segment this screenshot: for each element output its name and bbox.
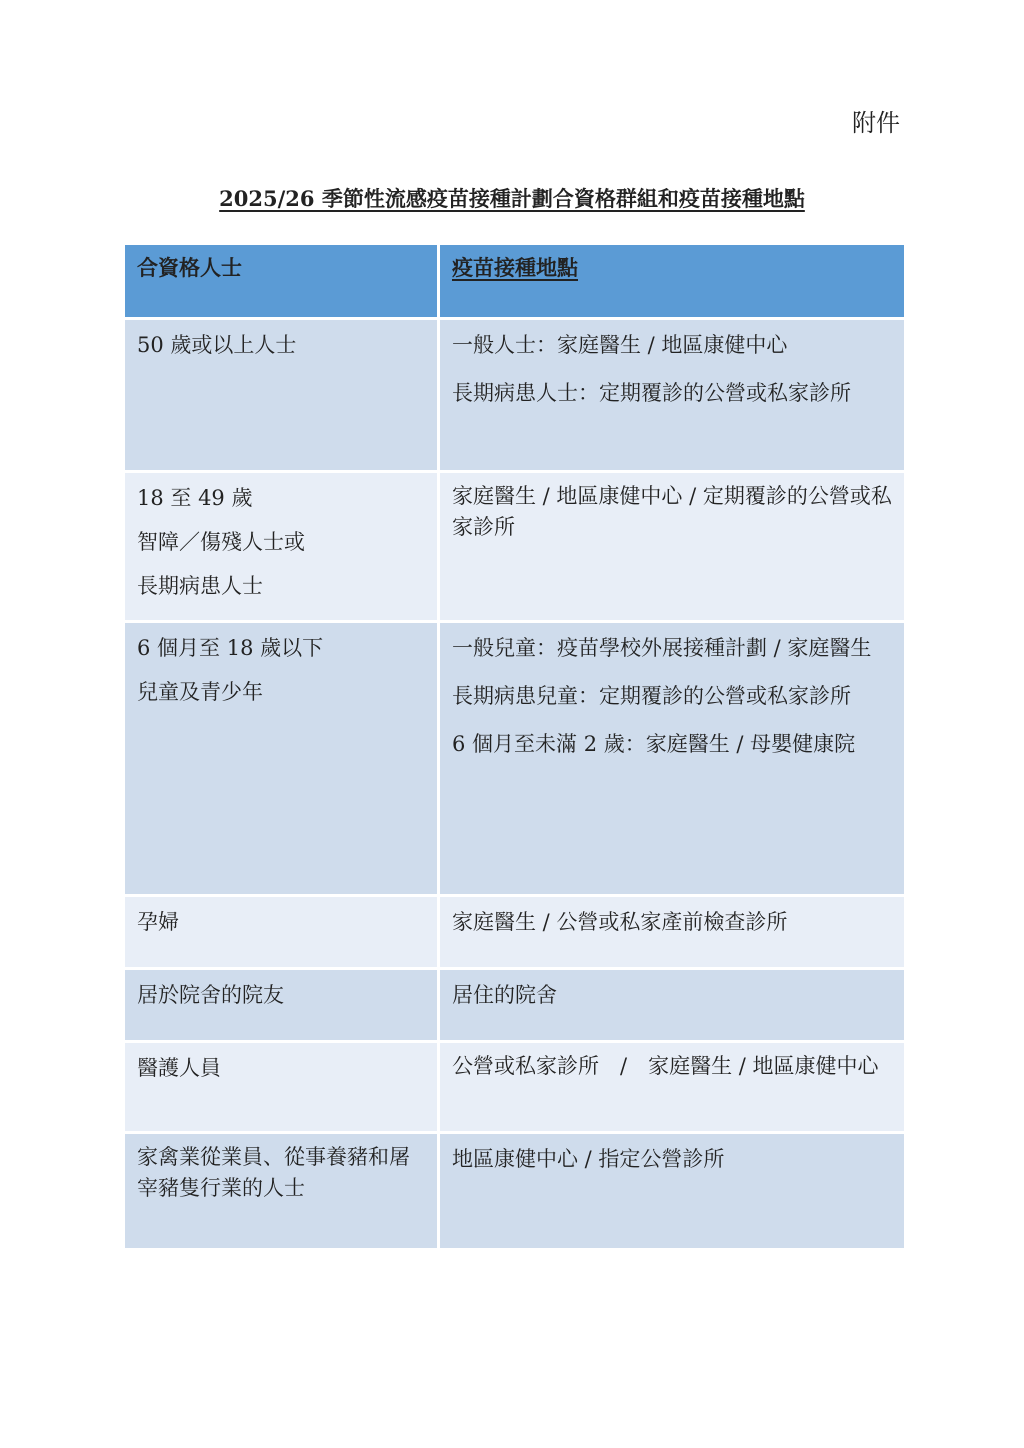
eligible-text: 孕婦 <box>137 910 179 934</box>
venue-cell <box>440 623 904 894</box>
eligible-text: 18 至 49 歲 <box>137 486 253 510</box>
eligible-cell <box>125 320 440 470</box>
header-eligible <box>125 245 440 317</box>
eligible-cell <box>125 1134 440 1248</box>
eligible-text: 家禽業從業員、從事養豬和屠宰豬隻行業的人士 <box>137 1145 410 1200</box>
header-venue <box>440 245 904 317</box>
table-row <box>125 1134 904 1248</box>
table-row <box>125 1043 904 1134</box>
venue-text: 長期病患人士：定期覆診的公營或私家診所 <box>452 381 851 405</box>
header-eligible-label: 合資格人士 <box>137 255 242 280</box>
table-header-row <box>125 245 904 320</box>
venue-cell <box>440 1134 904 1248</box>
eligible-cell <box>125 897 440 967</box>
venue-text: 家庭醫生 / 地區康健中心 / 定期覆診的公營或私家診所 <box>452 484 892 539</box>
eligible-cell <box>125 473 440 620</box>
venue-text: 一般人士：家庭醫生 / 地區康健中心 <box>452 333 788 357</box>
venue-text: 一般兒童：疫苗學校外展接種計劃 / 家庭醫生 <box>452 636 872 660</box>
table-row <box>125 623 904 897</box>
venue-text: 6 個月至未滿 2 歲：家庭醫生 / 母嬰健康院 <box>452 732 856 756</box>
eligibility-table <box>125 245 904 1248</box>
eligible-text: 居於院舍的院友 <box>137 983 284 1007</box>
annex-label: 附件 <box>852 109 900 137</box>
venue-cell <box>440 897 904 967</box>
eligible-cell <box>125 623 440 894</box>
eligible-text: 兒童及青少年 <box>137 680 263 704</box>
eligible-cell <box>125 1043 440 1131</box>
venue-cell <box>440 473 904 620</box>
document-title: 2025/26 季節性流感疫苗接種計劃合資格群組和疫苗接種地點 <box>219 186 805 211</box>
venue-cell <box>440 320 904 470</box>
eligible-text: 長期病患人士 <box>137 574 263 598</box>
venue-text: 公營或私家診所 / 家庭醫生 / 地區康健中心 <box>452 1054 879 1078</box>
header-venue-label: 疫苗接種地點 <box>452 255 578 280</box>
table-row <box>125 320 904 473</box>
eligible-cell <box>125 970 440 1040</box>
eligible-text: 50 歲或以上人士 <box>137 333 297 357</box>
venue-cell <box>440 1043 904 1131</box>
venue-text: 家庭醫生 / 公營或私家產前檢查診所 <box>452 910 788 934</box>
venue-text: 居住的院舍 <box>452 983 557 1007</box>
eligible-text: 6 個月至 18 歲以下 <box>137 636 324 660</box>
eligible-text: 智障／傷殘人士或 <box>137 530 305 554</box>
table-row <box>125 473 904 623</box>
venue-text: 長期病患兒童：定期覆診的公營或私家診所 <box>452 684 851 708</box>
table-row <box>125 897 904 970</box>
venue-text: 地區康健中心 / 指定公營診所 <box>452 1147 725 1171</box>
table-row <box>125 970 904 1043</box>
venue-cell <box>440 970 904 1040</box>
eligible-text: 醫護人員 <box>137 1056 221 1080</box>
